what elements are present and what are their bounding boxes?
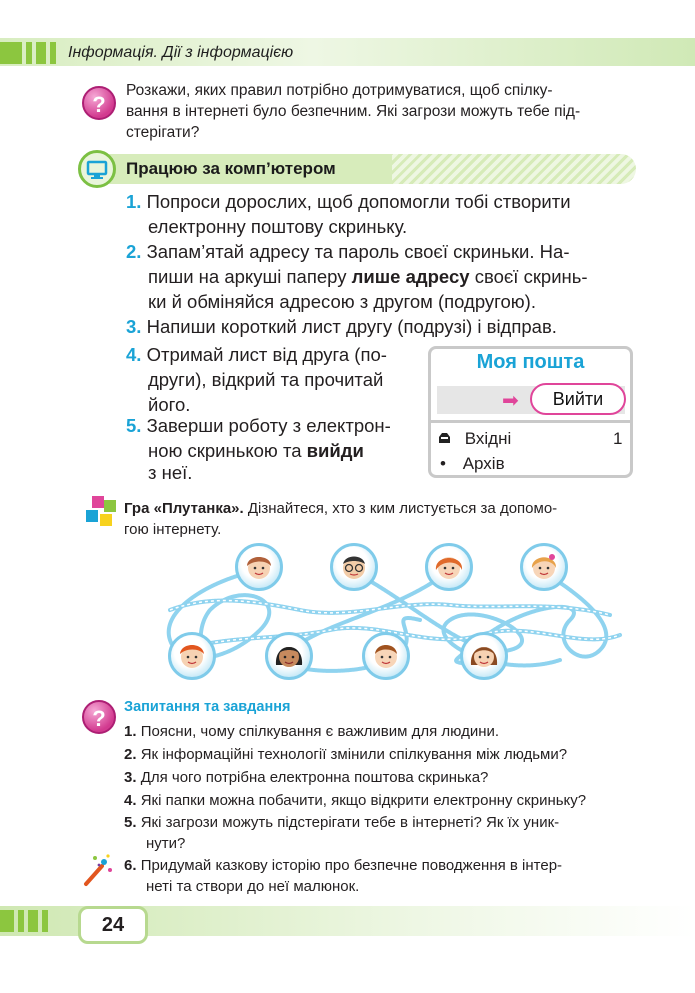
question-5 [124,813,559,833]
step-text: Попроси дорослих, щоб допомогли тобі створити [146,191,571,212]
intro-line: вання в інтернеті було безпечним. Які загрози можуть тебе під- [126,103,581,120]
section-title: Працюю за комп’ютером [126,159,336,178]
game-line: гою інтернету. [124,521,222,538]
question-text: неті та створи до неї малюнок. [146,878,360,895]
step-emphasis: лише адресу [351,266,470,287]
step-number: 4. [126,344,142,365]
page-number: 24 [78,906,148,944]
game-title: Гра «Плутанка». [124,500,244,517]
inbox-icon [438,428,452,450]
step-text: електронну поштову скриньку. [148,216,408,237]
step-text: ки й обміняйся адресою з другом (подругою). [148,291,536,312]
game-text [124,498,557,540]
question-number: 5. [124,814,137,831]
child-avatar [460,632,508,680]
question-text: Як інформаційні технології змінили спілкування між людьми? [140,746,568,763]
step-text: Напиши короткий лист другу (подрузі) і відправ. [146,316,557,337]
question-3 [124,768,488,788]
computer-icon [78,150,116,188]
header-title: Інформація. Дії з інформацією [68,44,294,61]
header-stripe [36,42,46,64]
question-text: Для чого потрібна електронна поштова скринька? [140,769,489,786]
child-avatar [425,543,473,591]
question-text: Придумай казкову історію про безпечне поводження в інтер- [140,857,563,874]
footer-stripe [0,910,14,932]
header-stripe [50,42,56,64]
step-number: 2. [126,241,142,262]
child-avatar [520,543,568,591]
question-2 [124,745,567,765]
question-icon: ? [82,700,116,734]
intro-line: Розкажи, яких правил потрібно дотримуватися, щоб спілку- [126,82,553,99]
puzzle-icon [84,494,120,530]
folder-label: Вхідні [464,429,512,448]
step-text: його. [148,394,191,415]
step-text: други), відкрий та прочитай [148,369,384,390]
step-text: своєї скринь- [469,266,588,287]
mail-widget-title: Моя пошта [476,351,585,373]
footer-stripe [42,910,48,932]
child-avatar [235,543,283,591]
logout-button[interactable]: Вийти [530,383,626,415]
step-text: ною скринькою та [148,440,307,461]
bullet-icon: • [440,454,446,473]
step-number: 1. [126,191,142,212]
step-text: Запам’ятай адресу та пароль своєї скриньки. На- [146,241,570,262]
child-avatar [265,632,313,680]
questions-heading: Запитання та завдання [124,699,291,715]
step-text: з неї. [148,462,193,483]
inbox-count: 1 [613,429,623,448]
question-number: 1. [124,723,137,740]
question-4 [124,791,586,811]
child-avatar [362,632,410,680]
question-number: 4. [124,792,137,809]
footer-stripe [28,910,38,932]
question-icon: ? [82,86,116,120]
intro-text [126,80,580,143]
question-number: 6. [124,857,137,874]
intro-line: стерігати? [126,124,200,141]
step-number: 3. [126,316,142,337]
folder-label: Архів [462,454,505,473]
question-number: 2. [124,746,137,763]
mail-divider [428,420,633,423]
step-2 [126,239,570,264]
folder-archive[interactable] [440,453,505,475]
question-6 [124,856,562,876]
child-avatar [168,632,216,680]
arrow-right-icon: ➡ [502,390,519,412]
step-text: Заверши роботу з електрон- [146,415,391,436]
question-1 [124,722,499,742]
step-5 [126,413,391,438]
question-text: Які загрози можуть підстерігати тебе в інтернеті? Як їх уник- [140,814,560,831]
magic-wand-icon [80,852,114,888]
step-text: Отримай лист від друга (по- [146,344,387,365]
child-avatar [330,543,378,591]
game-line: Дізнайтеся, хто з ким листується за допомо- [243,500,558,517]
question-text: Які папки можна побачити, якщо відкрити електронну скриньку? [140,792,587,809]
folder-inbox[interactable] [438,428,511,450]
question-text: Поясни, чому спілкування є важливим для людини. [140,723,500,740]
footer-stripe [18,910,24,932]
step-text-line [148,264,588,289]
question-number: 3. [124,769,137,786]
header-stripe [0,42,22,64]
step-1 [126,189,571,214]
header-stripe [26,42,32,64]
step-emphasis: вийди [306,440,364,461]
step-text: пиши на аркуші паперу [148,266,352,287]
step-4 [126,342,387,367]
question-text: нути? [146,835,186,852]
step-number: 5. [126,415,142,436]
step-3 [126,314,557,339]
